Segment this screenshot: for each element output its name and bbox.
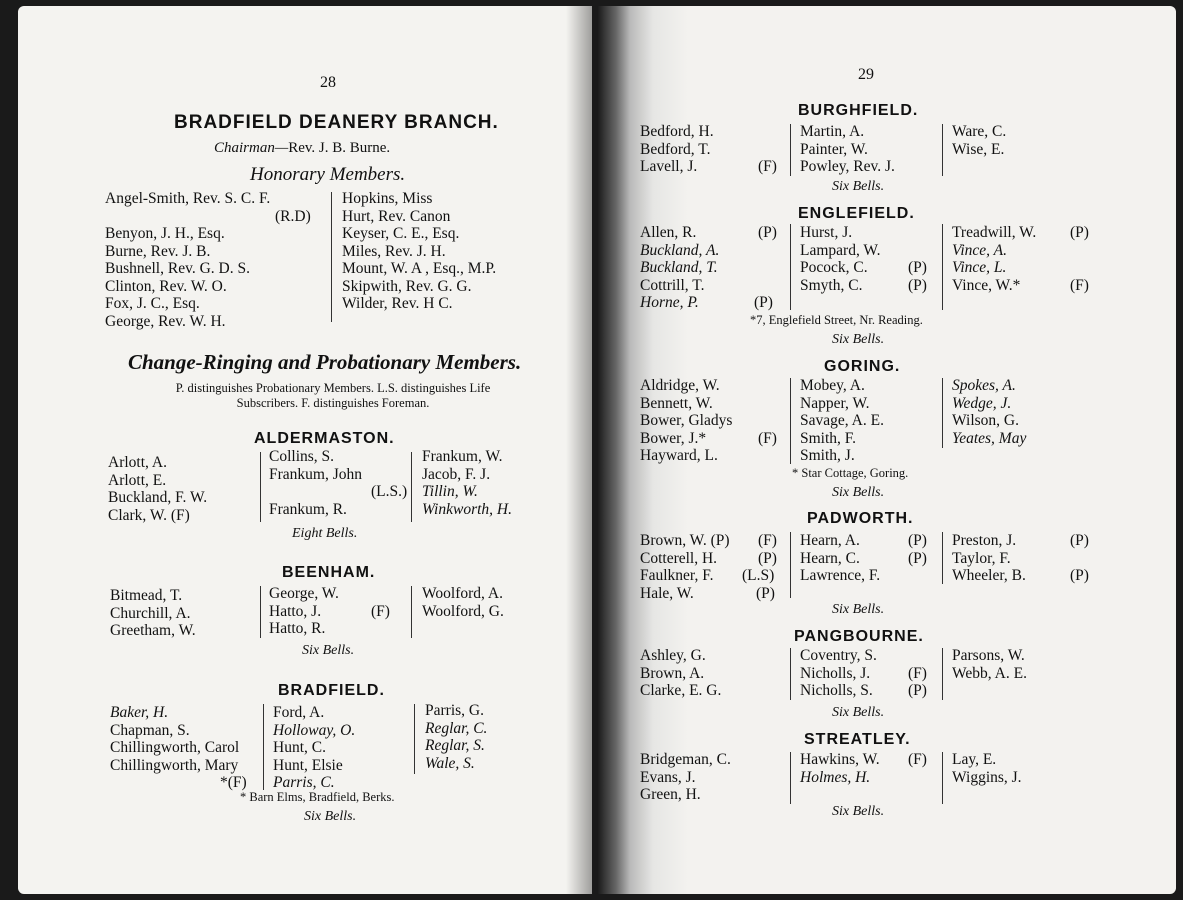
member-name: Hayward, L. <box>640 447 718 464</box>
member-name: Fox, J. C., Esq. <box>105 295 200 312</box>
page-number: 29 <box>858 66 874 83</box>
member-name: Burne, Rev. J. B. <box>105 242 211 260</box>
address-note: * Star Cottage, Goring. <box>792 466 909 480</box>
page-number: 28 <box>320 74 336 91</box>
tower-englefield: ENGLEFIELD. <box>798 205 915 222</box>
member-name: Jacob, F. J. <box>422 465 491 483</box>
bells-count: Eight Bells. <box>292 526 358 541</box>
member-name: Holloway, O. <box>273 721 356 739</box>
member-mark: (L.S.) <box>371 483 408 500</box>
member-name: Wise, E. <box>952 140 1005 158</box>
branch-title: BRADFIELD DEANERY BRANCH. <box>174 112 499 133</box>
member-name: Spokes, A. <box>952 377 1016 394</box>
member-mark: (P) <box>754 294 773 311</box>
bells-count: Six Bells. <box>832 705 885 720</box>
member-name: Clarke, E. G. <box>640 682 722 699</box>
member-name: Coventry, S. <box>800 647 877 664</box>
member-name: Buckland, F. W. <box>108 489 208 506</box>
member-name: Lavell, J. <box>640 158 698 175</box>
member-name: Buckland, T. <box>640 259 718 276</box>
member-name: Wilder, Rev. H C. <box>342 295 453 312</box>
tower-aldermaston: ALDERMASTON. <box>254 430 395 447</box>
member-mark: (F) <box>758 429 777 447</box>
member-name: Parsons, W. <box>952 647 1025 664</box>
member-mark: (L.S) <box>742 567 775 584</box>
bells-count: Six Bells. <box>832 602 885 617</box>
bells-count: Six Bells. <box>832 804 885 819</box>
column-divider <box>790 124 791 176</box>
member-name: Chillingworth, Mary <box>110 756 239 774</box>
member-row <box>952 276 1089 295</box>
bells-count: Six Bells. <box>302 643 355 658</box>
padworth-col1 <box>640 532 777 602</box>
member-name: Smith, F. <box>800 429 857 447</box>
column-divider <box>411 586 412 638</box>
member-name: Clark, W. (F) <box>108 506 190 524</box>
member-name: Hearn, A. <box>800 532 860 549</box>
member-name: Napper, W. <box>800 394 870 412</box>
member-name: Arlott, E. <box>108 471 167 489</box>
pangbourne-col3 <box>952 647 1027 682</box>
member-name: Nicholls, S. <box>800 682 873 699</box>
bradfield-col1 <box>110 704 247 792</box>
member-name: Mobey, A. <box>800 377 865 394</box>
member-name: Faulkner, F. <box>640 567 714 584</box>
column-divider <box>942 752 943 804</box>
member-name: Aldridge, W. <box>640 377 720 394</box>
member-name: George, W. <box>269 585 339 602</box>
chairman-label: Chairman— <box>214 140 289 156</box>
column-divider <box>414 704 415 774</box>
member-mark: (P) <box>758 549 777 567</box>
member-name: Allen, R. <box>640 224 697 241</box>
member-name: Reglar, C. <box>425 719 488 737</box>
legend-line-1: P. distinguishes Probationary Members. L.S. distinguishes Life <box>175 381 491 395</box>
member-name: Ashley, G. <box>640 647 706 664</box>
member-row <box>952 532 1089 550</box>
member-row <box>640 158 777 176</box>
member-mark: (P) <box>758 224 777 241</box>
honorary-title: Honorary Members. <box>250 164 406 185</box>
member-name: Smyth, C. <box>800 276 863 294</box>
member-name: Frankum, John <box>269 465 362 483</box>
column-divider <box>790 648 791 700</box>
column-divider <box>790 224 791 310</box>
member-name: Lawrence, F. <box>800 567 881 584</box>
honorary-col1 <box>105 190 311 330</box>
member-name: Vince, L. <box>952 259 1007 276</box>
address-note: * Barn Elms, Bradfield, Berks. <box>240 790 395 804</box>
member-name: Reglar, S. <box>425 737 485 754</box>
member-mark: (F) <box>371 602 390 620</box>
member-name: Hunt, C. <box>273 739 326 756</box>
member-name: George, Rev. W. H. <box>105 312 226 330</box>
englefield-col3 <box>952 224 1089 294</box>
member-row <box>952 224 1089 242</box>
goring-col3 <box>952 377 1026 447</box>
member-name: Buckland, A. <box>640 241 720 259</box>
member-name: Mount, W. A , Esq., M.P. <box>342 260 497 277</box>
member-row <box>640 567 775 585</box>
goring-col2 <box>800 377 884 465</box>
member-mark: (P) <box>756 584 775 602</box>
member-name: Hatto, J. <box>269 602 322 620</box>
member-name: Clinton, Rev. W. O. <box>105 277 227 295</box>
aldermaston-col3 <box>422 448 512 518</box>
column-divider <box>942 224 943 310</box>
member-mark: (F) <box>1070 276 1089 294</box>
column-divider <box>942 124 943 176</box>
streatley-col2 <box>800 751 927 786</box>
tower-goring: GORING. <box>824 358 901 375</box>
bells-count: Six Bells. <box>832 485 885 500</box>
member-row <box>800 549 927 568</box>
member-name: Hurst, J. <box>800 224 853 241</box>
englefield-col2 <box>800 224 927 294</box>
member-name: Lampard, W. <box>800 241 881 259</box>
member-name: Wiggins, J. <box>952 768 1022 786</box>
member-mark: (F) <box>758 158 777 175</box>
right-page <box>598 6 1176 894</box>
padworth-col2 <box>800 532 927 585</box>
member-row <box>800 751 927 769</box>
member-mark: (P) <box>908 532 927 549</box>
bells-count: Six Bells. <box>832 179 885 194</box>
member-row <box>640 532 777 550</box>
member-row <box>269 602 390 621</box>
member-row <box>800 682 927 700</box>
member-name: Ware, C. <box>952 123 1007 140</box>
address-note: *7, Englefield Street, Nr. Reading. <box>750 313 923 327</box>
aldermaston-col1 <box>108 454 207 524</box>
member-name: Evans, J. <box>640 768 696 786</box>
member-name: Arlott, A. <box>108 454 167 471</box>
member-name: Bennett, W. <box>640 394 713 412</box>
member-name: Ford, A. <box>273 704 325 721</box>
member-name: Horne, P. <box>640 294 699 311</box>
member-row <box>800 276 927 295</box>
burghfield-col2 <box>800 123 895 176</box>
member-mark: (F) <box>908 664 927 682</box>
pangbourne-col2 <box>800 647 927 700</box>
streatley-col3 <box>952 751 1022 786</box>
member-name: Brown, A. <box>640 664 705 682</box>
member-name: Treadwill, W. <box>952 224 1037 241</box>
member-name: Bridgeman, C. <box>640 751 731 768</box>
member-mark: (R.D) <box>275 207 311 225</box>
member-name: Bushnell, Rev. G. D. S. <box>105 260 250 277</box>
member-name: Pocock, C. <box>800 259 868 276</box>
member-name: Hopkins, Miss <box>342 190 433 207</box>
chairman-name: Rev. J. B. Burne. <box>288 140 391 156</box>
tower-beenham: BEENHAM. <box>282 564 376 581</box>
member-name: Benyon, J. H., Esq. <box>105 225 225 242</box>
tower-pangbourne: PANGBOURNE. <box>794 628 924 645</box>
member-name: Hunt, Elsie <box>273 756 343 774</box>
legend-line-2: Subscribers. F. distinguishes Foreman. <box>236 396 430 410</box>
column-divider <box>942 378 943 448</box>
member-name: Hearn, C. <box>800 549 860 567</box>
member-name: Baker, H. <box>110 704 169 721</box>
member-row <box>800 664 927 683</box>
beenham-col1 <box>110 587 196 640</box>
beenham-col2 <box>269 585 390 638</box>
member-name: Brown, W. (P) <box>640 532 730 549</box>
member-name: Hale, W. <box>640 584 694 602</box>
column-divider <box>790 752 791 804</box>
column-divider <box>331 192 332 322</box>
member-name: Tillin, W. <box>422 483 478 500</box>
member-mark: (F) <box>908 751 927 768</box>
member-name: Webb, A. E. <box>952 664 1027 682</box>
member-name: Cottrill, T. <box>640 276 705 294</box>
member-row <box>800 259 927 277</box>
section-title: Change-Ringing and Probationary Members. <box>128 350 522 374</box>
member-mark: (P) <box>908 276 927 294</box>
bells-count: Six Bells. <box>304 809 357 824</box>
bradfield-col2 <box>273 704 355 792</box>
member-mark: (P) <box>908 549 927 567</box>
legend-note <box>118 381 548 411</box>
member-mark: *(F) <box>220 774 247 791</box>
tower-streatley: STREATLEY. <box>804 731 911 748</box>
member-name: Bitmead, T. <box>110 587 183 604</box>
member-name: Wilson, G. <box>952 412 1019 429</box>
tower-bradfield: BRADFIELD. <box>278 682 385 699</box>
member-name: Hurt, Rev. Canon <box>342 207 451 225</box>
member-name: Vince, A. <box>952 241 1007 259</box>
member-mark: (P) <box>1070 567 1089 584</box>
member-name: Cotterell, H. <box>640 549 718 567</box>
bells-count: Six Bells. <box>832 332 885 347</box>
member-name: Hawkins, W. <box>800 751 880 768</box>
column-divider <box>263 704 264 790</box>
member-name: Holmes, H. <box>800 768 871 786</box>
member-mark: (P) <box>908 682 927 699</box>
member-name: Taylor, F. <box>952 549 1011 567</box>
member-name: Smith, J. <box>800 447 855 464</box>
column-divider <box>790 532 791 598</box>
column-divider <box>260 452 261 522</box>
member-name: Painter, W. <box>800 140 868 158</box>
tower-burghfield: BURGHFIELD. <box>798 102 919 119</box>
member-mark: (F) <box>758 532 777 549</box>
aldermaston-col2 <box>269 448 407 518</box>
member-name: Bedford, H. <box>640 123 714 140</box>
chairman-line <box>214 140 390 157</box>
member-name: Vince, W.* <box>952 276 1021 294</box>
member-row <box>640 224 777 242</box>
member-name: Nicholls, J. <box>800 664 871 682</box>
member-row <box>640 429 777 448</box>
member-name: Winkworth, H. <box>422 500 512 518</box>
member-name: Frankum, R. <box>269 500 347 518</box>
left-page <box>18 6 592 894</box>
burghfield-col3 <box>952 123 1006 158</box>
member-name: Preston, J. <box>952 532 1017 549</box>
member-mark: (P) <box>1070 224 1089 241</box>
member-name: Skipwith, Rev. G. G. <box>342 277 472 295</box>
member-row <box>640 584 775 603</box>
member-row <box>800 532 927 550</box>
padworth-col3 <box>952 532 1089 585</box>
member-name: Savage, A. E. <box>800 412 884 429</box>
member-name: Miles, Rev. J. H. <box>342 242 446 260</box>
member-name: Lay, E. <box>952 751 997 768</box>
member-name: Frankum, W. <box>422 448 503 465</box>
beenham-col3 <box>422 585 504 620</box>
member-row <box>640 549 777 568</box>
column-divider <box>411 452 412 522</box>
member-mark: (P) <box>1070 532 1089 549</box>
member-name: Woolford, A. <box>422 585 503 602</box>
member-name: Wheeler, B. <box>952 567 1026 584</box>
member-name: Bower, J.* <box>640 429 707 447</box>
member-name: Wedge, J. <box>952 394 1012 412</box>
streatley-col1 <box>640 751 731 804</box>
member-name: Parris, G. <box>425 702 484 719</box>
member-name: Martin, A. <box>800 123 865 140</box>
column-divider <box>790 378 791 464</box>
bradfield-col3 <box>425 702 487 772</box>
englefield-col1 <box>640 224 777 312</box>
member-name: Chillingworth, Carol <box>110 739 240 756</box>
honorary-col2 <box>342 190 496 313</box>
member-row <box>952 567 1089 585</box>
member-name: Green, H. <box>640 786 701 803</box>
member-name: Parris, C. <box>273 774 335 791</box>
member-name: Hatto, R. <box>269 620 326 637</box>
member-name: Angel-Smith, Rev. S. C. F. <box>105 190 271 207</box>
member-name: Greetham, W. <box>110 622 196 639</box>
column-divider <box>942 648 943 700</box>
member-name: Churchill, A. <box>110 604 191 622</box>
goring-col1 <box>640 377 777 465</box>
member-name: Woolford, G. <box>422 602 504 620</box>
column-divider <box>260 586 261 638</box>
member-name: Wale, S. <box>425 754 475 772</box>
member-name: Keyser, C. E., Esq. <box>342 225 460 242</box>
member-name: Chapman, S. <box>110 721 190 739</box>
member-name: Yeates, May <box>952 429 1027 447</box>
member-name: Bower, Gladys <box>640 412 733 429</box>
pangbourne-col1 <box>640 647 721 700</box>
member-mark: (P) <box>908 259 927 276</box>
member-row <box>640 294 773 312</box>
tower-padworth: PADWORTH. <box>807 510 914 527</box>
member-name: Powley, Rev. J. <box>800 158 895 175</box>
column-divider <box>942 532 943 584</box>
member-name: Collins, S. <box>269 448 335 465</box>
burghfield-col1 <box>640 123 777 176</box>
member-name: Bedford, T. <box>640 140 711 158</box>
